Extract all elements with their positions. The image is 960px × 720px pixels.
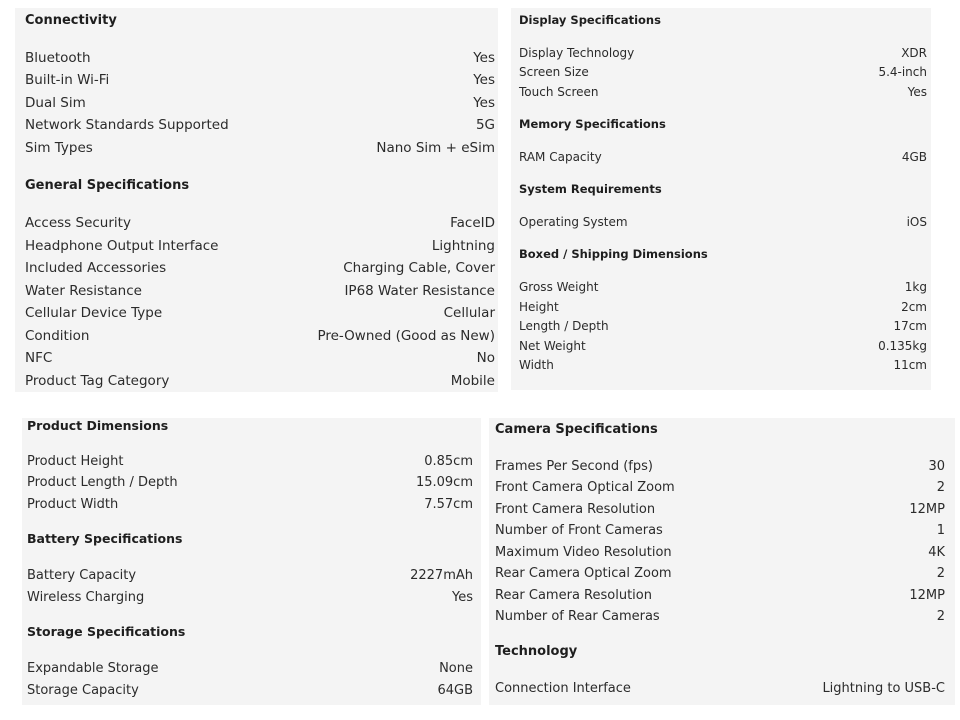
spec-value: 11cm <box>893 358 927 372</box>
spec-value: 7.57cm <box>424 497 473 512</box>
spec-label: Expandable Storage <box>27 661 159 676</box>
section-title-system: System Requirements <box>519 182 662 196</box>
spec-label: Built-in Wi-Fi <box>25 72 110 88</box>
spec-label: Water Resistance <box>25 283 142 299</box>
spec-label: Screen Size <box>519 65 589 79</box>
spec-row <box>25 326 495 346</box>
spec-label: Product Length / Depth <box>27 475 178 490</box>
spec-row <box>25 258 495 278</box>
spec-row <box>495 478 945 497</box>
spec-row <box>27 495 473 514</box>
spec-label: Rear Camera Optical Zoom <box>495 566 672 581</box>
spec-row <box>519 356 927 374</box>
spec-row <box>27 681 473 700</box>
spec-label: Storage Capacity <box>27 683 139 698</box>
section-title-connectivity: Connectivity <box>25 13 117 28</box>
spec-row <box>495 586 945 605</box>
spec-value: 0.135kg <box>878 339 927 353</box>
specs-panel-dimensions-battery-storage <box>22 418 481 705</box>
spec-value: Yes <box>473 95 495 111</box>
spec-value: 2 <box>936 566 945 581</box>
spec-row <box>519 148 927 166</box>
section-title-battery: Battery Specifications <box>27 531 183 546</box>
spec-label: Maximum Video Resolution <box>495 545 672 560</box>
spec-value: IP68 Water Resistance <box>344 283 495 299</box>
section-title-technology: Technology <box>495 644 578 659</box>
spec-label: Sim Types <box>25 140 93 156</box>
spec-row <box>495 564 945 583</box>
spec-row <box>495 500 945 519</box>
spec-row <box>25 213 495 233</box>
spec-row <box>495 607 945 626</box>
spec-label: Width <box>519 358 554 372</box>
spec-value: FaceID <box>450 215 495 231</box>
spec-row <box>519 83 927 101</box>
specs-panel-connectivity-general <box>15 8 498 392</box>
spec-label: Operating System <box>519 215 628 229</box>
spec-row <box>27 566 473 585</box>
spec-label: Touch Screen <box>519 85 599 99</box>
spec-label: Battery Capacity <box>27 568 137 583</box>
spec-label: Product Width <box>27 497 119 512</box>
spec-value: 15.09cm <box>415 475 473 490</box>
specs-panel-camera-technology <box>489 418 955 705</box>
spec-row <box>495 543 945 562</box>
spec-label: Gross Weight <box>519 280 599 294</box>
spec-label: Rear Camera Resolution <box>495 588 652 603</box>
spec-row <box>25 48 495 68</box>
spec-row <box>519 213 927 231</box>
spec-value: 2cm <box>901 300 927 314</box>
spec-value: 0.85cm <box>424 454 473 469</box>
spec-label: Product Height <box>27 454 124 469</box>
spec-row <box>27 588 473 607</box>
spec-row <box>25 93 495 113</box>
section-title-display: Display Specifications <box>519 13 661 27</box>
spec-value: No <box>476 350 495 366</box>
section-title-storage: Storage Specifications <box>27 624 186 639</box>
spec-value: 12MP <box>909 502 945 517</box>
spec-row <box>25 348 495 368</box>
spec-label: Frames Per Second (fps) <box>495 459 653 474</box>
spec-value: None <box>439 661 473 676</box>
spec-value: Pre-Owned (Good as New) <box>317 328 495 344</box>
spec-label: Included Accessories <box>25 260 167 276</box>
section-title-product-dimensions: Product Dimensions <box>27 418 169 433</box>
spec-label: Height <box>519 300 559 314</box>
spec-value: 30 <box>928 459 945 474</box>
spec-value: 5G <box>475 117 495 133</box>
spec-row <box>519 317 927 335</box>
spec-value: Charging Cable, Cover <box>343 260 495 276</box>
spec-row <box>25 281 495 301</box>
spec-label: Display Technology <box>519 46 635 60</box>
spec-label: Bluetooth <box>25 50 91 66</box>
spec-label: Length / Depth <box>519 319 609 333</box>
spec-value: 4GB <box>901 150 927 164</box>
spec-value: 5.4-inch <box>878 65 927 79</box>
section-title-camera: Camera Specifications <box>495 422 658 437</box>
spec-row <box>27 452 473 471</box>
spec-value: Yes <box>473 72 495 88</box>
spec-row <box>519 63 927 81</box>
spec-row <box>519 298 927 316</box>
spec-value: 2 <box>936 609 945 624</box>
spec-row <box>495 679 945 698</box>
spec-row <box>27 659 473 678</box>
spec-label: RAM Capacity <box>519 150 602 164</box>
spec-label: Net Weight <box>519 339 586 353</box>
spec-label: Front Camera Resolution <box>495 502 656 517</box>
spec-row <box>25 115 495 135</box>
spec-row <box>25 138 495 158</box>
spec-label: Connection Interface <box>495 681 631 696</box>
spec-value: 2 <box>936 480 945 495</box>
spec-row <box>495 521 945 540</box>
section-title-memory: Memory Specifications <box>519 117 666 131</box>
spec-row <box>25 70 495 90</box>
spec-label: Wireless Charging <box>27 590 145 605</box>
spec-label: Number of Rear Cameras <box>495 609 660 624</box>
spec-row <box>519 337 927 355</box>
spec-value: Nano Sim + eSim <box>376 140 495 156</box>
spec-value: iOS <box>906 215 927 229</box>
spec-value: Lightning <box>431 238 495 254</box>
spec-value: 64GB <box>437 683 473 698</box>
spec-row <box>25 371 495 391</box>
spec-value: Yes <box>473 50 495 66</box>
spec-label: Dual Sim <box>25 95 86 111</box>
spec-value: Mobile <box>450 373 495 389</box>
spec-value: 4K <box>928 545 945 560</box>
spec-value: Yes <box>452 590 473 605</box>
spec-label: NFC <box>25 350 53 366</box>
spec-label: Access Security <box>25 215 131 231</box>
spec-label: Front Camera Optical Zoom <box>495 480 675 495</box>
spec-row <box>519 278 927 296</box>
spec-label: Headphone Output Interface <box>25 238 219 254</box>
spec-value: Cellular <box>443 305 495 321</box>
spec-label: Product Tag Category <box>25 373 170 389</box>
spec-label: Number of Front Cameras <box>495 523 663 538</box>
spec-value: 2227mAh <box>410 568 473 583</box>
spec-value: 17cm <box>893 319 927 333</box>
spec-label: Cellular Device Type <box>25 305 163 321</box>
spec-row <box>25 236 495 256</box>
spec-value: 1 <box>936 523 945 538</box>
spec-row <box>519 44 927 62</box>
spec-value: XDR <box>901 46 927 60</box>
spec-label: Network Standards Supported <box>25 117 229 133</box>
spec-row <box>25 303 495 323</box>
spec-value: Yes <box>907 85 927 99</box>
spec-row <box>495 457 945 476</box>
spec-value: 12MP <box>909 588 945 603</box>
spec-value: Lightning to USB-C <box>822 681 945 696</box>
section-title-general: General Specifications <box>25 178 190 193</box>
spec-label: Condition <box>25 328 90 344</box>
spec-row <box>27 473 473 492</box>
spec-value: 1kg <box>904 280 927 294</box>
specs-panel-display-memory-system-boxed <box>511 8 931 390</box>
section-title-boxed: Boxed / Shipping Dimensions <box>519 247 708 261</box>
